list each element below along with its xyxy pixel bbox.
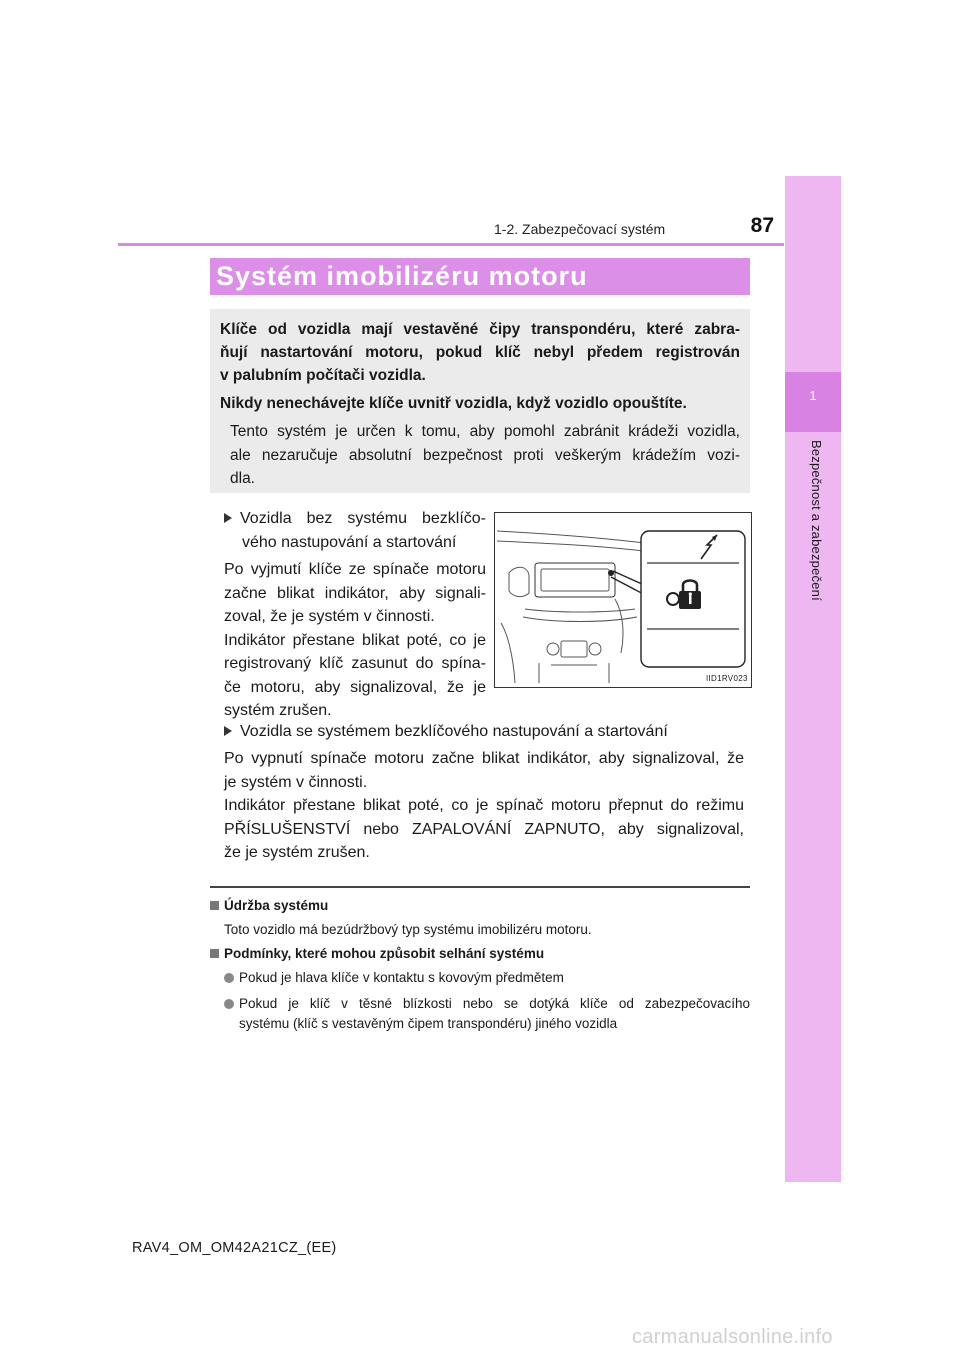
intro-paragraph-3 <box>230 420 740 491</box>
section1-heading-line: Vozidla bez systému bezklíčo- <box>240 510 486 527</box>
header-rule <box>118 243 784 246</box>
note-heading <box>210 946 544 961</box>
watermark: carmanualsonline.info <box>632 1326 833 1348</box>
note-heading <box>210 898 328 913</box>
section1-line: registrovaný klíč zasunut do spína- <box>224 655 486 672</box>
page-number: 87 <box>750 214 774 237</box>
section2-line: že je systém zrušen. <box>224 844 370 861</box>
section2-text <box>224 747 744 865</box>
page-title: Systém imobilizéru motoru <box>216 261 588 291</box>
intro-line: dla. <box>230 470 255 487</box>
intro-line: Tento systém je určen k tomu, aby pomohl zabránit krádeži vozidla, <box>230 423 740 440</box>
figure-code: IID1RV023 <box>706 674 748 683</box>
section2-heading <box>224 720 668 744</box>
intro-line: v palubním počítači vozidla. <box>220 367 426 384</box>
section-label: 1-2. Zabezpečovací systém <box>494 221 666 237</box>
section1-line: začne blikat indikátor, aby signali- <box>224 584 486 602</box>
chapter-title: Bezpečnost a zabezpečení <box>809 440 824 601</box>
dashboard-illustration <box>494 512 752 688</box>
notes-rule <box>210 886 750 888</box>
note-heading-text: Údržba systému <box>224 898 329 913</box>
section1-heading <box>224 507 486 554</box>
square-bullet-icon <box>210 949 219 958</box>
dashboard-drawing <box>495 513 751 687</box>
section1-line: če motoru, aby signalizoval, že je <box>224 678 486 696</box>
section1-line: zoval, že je systém v činnosti. <box>224 608 435 625</box>
intro-line: Klíče od vozidla mají vestavěné čipy transpondéru, které zabra- <box>220 321 740 338</box>
note-bullet-text: Pokud je hlava klíče v kontaktu s kovovým předmětem <box>239 970 564 985</box>
note-bullet-text: systému (klíč s vestavěným čipem transpondéru) jiného vozidla <box>239 1016 618 1031</box>
intro-line: ale nezaručuje absolutní bezpečnost proti veškerým krádežím vozi- <box>230 446 740 464</box>
intro-warning: Nikdy nenechávejte klíče uvnitř vozidla, když vozidlo opouštíte. <box>220 395 687 412</box>
intro-line: ňují nastartování motoru, pokud klíč nebyl předem registrován <box>220 344 740 361</box>
footer-code: RAV4_OM_OM42A21CZ_(EE) <box>132 1240 337 1256</box>
triangle-bullet-icon <box>224 726 232 736</box>
section1-line: Indikátor přestane blikat poté, co je <box>224 631 486 649</box>
section2-line: je systém v činnosti. <box>224 773 368 791</box>
section1-line: Po vyjmutí klíče ze spínače motoru <box>224 561 486 578</box>
note-bullet <box>224 994 750 1034</box>
note-bullet <box>224 968 564 988</box>
note-text: Toto vozidlo má bezúdržbový typ systému imobilizéru motoru. <box>224 922 592 937</box>
indicator-spot <box>608 570 614 576</box>
circle-bullet-icon <box>224 973 234 983</box>
side-tab-strip <box>785 176 841 1182</box>
note-heading-text: Podmínky, které mohou způsobit selhání systému <box>224 946 545 961</box>
circle-bullet-icon <box>224 999 234 1009</box>
chapter-number: 1 <box>809 388 817 403</box>
note-bullet-text: Pokud je klíč v těsné blízkosti nebo se dotýká klíče od zabezpečovacího <box>239 996 750 1011</box>
square-bullet-icon <box>210 901 219 910</box>
section2-heading-text: Vozidla se systémem bezklíčového nastupování a startování <box>240 723 668 740</box>
section2-line: PŘÍSLUŠENSTVÍ nebo ZAPALOVÁNÍ ZAPNUTO, aby signalizoval, <box>224 820 744 838</box>
triangle-bullet-icon <box>224 513 232 523</box>
section1-text <box>224 558 486 723</box>
section2-line: Indikátor přestane blikat poté, co je spínač motoru přepnut do režimu <box>224 797 744 814</box>
intro-paragraph-1 <box>220 318 740 387</box>
section1-heading-line: vého nastupování a startování <box>242 533 457 551</box>
section1-line: systém zrušen. <box>224 702 332 719</box>
section2-line: Po vypnutí spínače motoru začne blikat indikátor, aby signalizoval, že <box>224 750 744 767</box>
